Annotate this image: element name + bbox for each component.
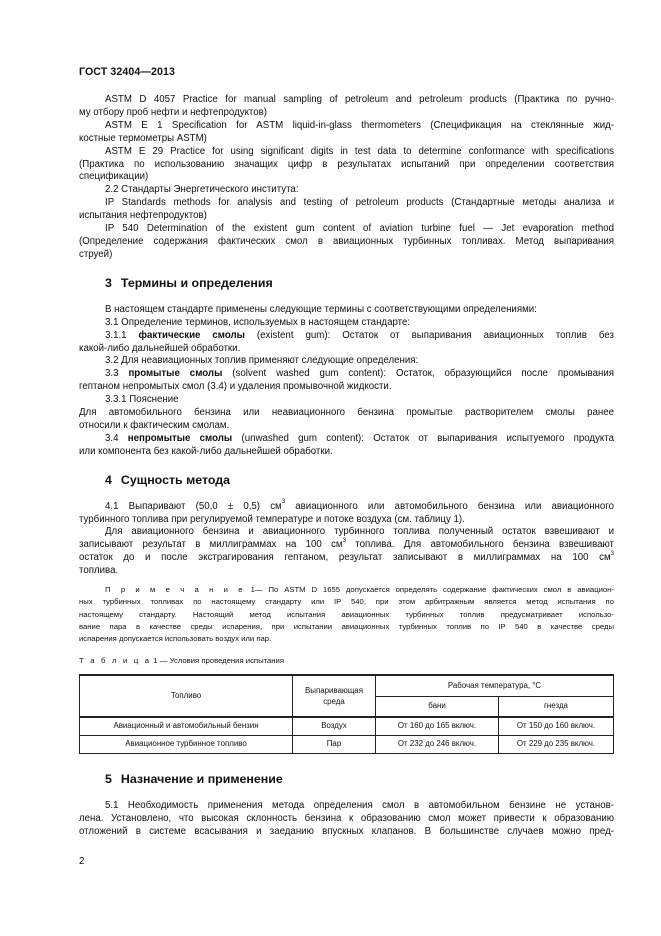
clause-4-1-text-a: 4.1 Выпаривают (50,0 ± 0,5) см <box>105 500 282 512</box>
clause-3-1-1-number: 3.1.1 <box>105 329 127 341</box>
header-medium: Выпаривающая среда <box>293 675 376 717</box>
clause-3-4-text: (unwashed gum content): Остаток от выпаривания испытуемого продукта <box>232 432 614 444</box>
section-3-intro: В настоящем стандарте применены следующие термины с соответствующими определениями: <box>105 303 537 315</box>
section-4-number: 4 <box>105 472 112 487</box>
clause-3-3-1: 3.3.1 Пояснение <box>105 394 179 406</box>
ref-astm-d4057-line1: ASTM D 4057 Practice for manual sampling of petroleum and petroleum products (Практика по ручно- <box>105 94 614 105</box>
section-4-title: Сущность метода <box>120 472 231 487</box>
clause-3-3-line1 <box>79 368 614 381</box>
note-1 <box>79 584 614 645</box>
section-3-heading <box>79 276 614 291</box>
table-row <box>80 736 614 754</box>
clause-4-2-line2-b: топлива. Для автомобильного бензина взвешивают <box>345 539 614 551</box>
clause-3-4-line1 <box>79 433 614 446</box>
cm3-superscript: 3 <box>610 551 614 558</box>
header-fuel: Топливо <box>80 675 293 717</box>
table-row <box>80 717 614 736</box>
clause-3-3-line2: гептаном непромытых смол (3.4) и удаления промывочной жидкости. <box>79 381 392 393</box>
clause-4-2-line3 <box>79 552 614 565</box>
table-header-row <box>80 675 614 697</box>
clause-4-1-line2: турбинного топлива при регулируемой температуре и потоке воздуха (см. таблицу 1). <box>79 513 465 525</box>
clause-2-2: 2.2 Стандарты Энергетического института: <box>105 184 299 196</box>
clause-4-1-line1 <box>79 501 614 514</box>
cell-socket: От 229 до 235 включ. <box>499 736 614 754</box>
ref-ip540-line2: (Определение содержания фактических смол в авиационных турбинных топливах. Метод выпаривания <box>79 235 614 247</box>
clause-4-2-line3-a: остаток до и после экстрагирования гептаном, результат записывают в миллиграммах на 100 см <box>79 552 611 564</box>
section-5-heading <box>79 772 614 787</box>
clause-5-1-line2: лена. Установлено, что высокая склонность бензина к образованию смол может привести к образованию <box>79 812 614 824</box>
term-existent-gum: фактические смолы <box>138 329 245 341</box>
clause-3-3-text: (solvent washed gum content): Остаток, образующийся после промывания <box>222 368 614 380</box>
ref-ip540-line1: IP 540 Determination of the existent gum content of aviation turbine fuel — Jet evaporation method <box>105 223 614 235</box>
document-header: ГОСТ 32404—2013 <box>79 66 176 78</box>
clause-3-4-number: 3.4 <box>105 432 119 444</box>
cell-bath: От 232 до 246 включ. <box>376 736 499 754</box>
clause-3-2: 3.2 Для неавиационных топлив применяют следующие определения: <box>105 355 419 367</box>
clause-5-1-line3: отложений в системе всасывания и заеданию впускных клапанов. В большинстве случаев можно пред- <box>79 825 614 837</box>
ref-astm-e29-line1: ASTM E 29 Practice for using significant digits in test data to determine conformance with specifications <box>105 145 614 157</box>
document-body <box>79 94 614 839</box>
clause-4-2-line4: топлива. <box>79 565 119 577</box>
ref-astm-e29-line3: спецификации) <box>79 171 149 183</box>
note-label: П р и м е ч а н и е <box>105 585 245 595</box>
cell-bath: От 160 до 165 включ. <box>376 717 499 736</box>
clause-3-3-1-text-line1: Для автомобильного бензина или неавиационного бензина промытые растворителем смолы ранее <box>79 407 614 419</box>
section-3-title: Термины и определения <box>120 275 273 290</box>
note-1-line5: испарения допускается использовать воздух или пар. <box>79 633 272 643</box>
clause-3-1-1-line2: какой-либо дальнейшей обработки. <box>79 342 241 354</box>
clause-3-4-line2: или компонента без какой-либо дальнейшей обработки. <box>79 445 333 457</box>
cm3-superscript: 3 <box>281 499 286 506</box>
clause-3-3-1-text-line2: относили к фактическим смолам. <box>79 419 230 431</box>
cell-fuel: Авиационное турбинное топливо <box>80 736 293 754</box>
test-conditions-table <box>79 674 614 754</box>
ref-astm-d4057-line2: му отбору проб нефти и нефтепродуктов) <box>79 106 268 118</box>
section-5-number: 5 <box>105 772 112 787</box>
ref-astm-e29-line2: (Практика по использованию значащих цифр в результатах испытаний при определении соответствия <box>79 158 614 170</box>
note-1-line1 <box>79 584 614 596</box>
clause-3-3-number: 3.3 <box>105 368 119 380</box>
cell-fuel: Авиационный и автомобильный бензин <box>80 717 293 736</box>
note-1-line3: настоящему стандарту. Настоящий метод испытания авиационных турбинных топлив предусматривает использо- <box>79 609 614 619</box>
section-5-title: Назначение и применение <box>120 772 283 787</box>
clause-3-1-1-text: (existent gum): Остаток от выпаривания авиационных топлив без <box>244 329 614 341</box>
ref-ip-standards-line2: испытания нефтепродуктов) <box>79 210 207 222</box>
table-label: Т а б л и ц а <box>79 656 152 666</box>
note-1-line2: ных турбинных топливах по настоящему стандарту или IP 540, при этом арбитражным является метод испытания по <box>79 597 614 607</box>
header-temperature: Рабочая температура, °С <box>376 675 614 697</box>
clause-4-1-text-b: авиационного или автомобильного бензина или авиационного <box>285 500 615 512</box>
ref-ip-standards-line1: IP Standards methods for analysis and testing of petroleum products (Стандартные методы анализа и <box>105 197 614 209</box>
clause-3-1-1-line1 <box>79 330 614 343</box>
note-1-text: 1— По ASTM D 1655 допускается определять содержание фактических смол в авиацион- <box>244 585 614 595</box>
term-unwashed-gum: непромытые смолы <box>127 432 233 444</box>
ref-ip540-line3: струей) <box>79 248 113 260</box>
clause-3-1: 3.1 Определение терминов, используемых в настоящем стандарте: <box>105 316 411 328</box>
clause-4-2-line2-a: записывают результат в миллиграммах на 100 см <box>79 539 343 551</box>
note-1-line4: вание пара в качестве среды испарения, при испытании авиационных турбинных топлив по IP 540 в качестве среды <box>79 621 614 631</box>
clause-4-2-line2 <box>79 539 614 552</box>
term-solvent-washed-gum: промытые смолы <box>128 368 223 380</box>
cm3-superscript: 3 <box>342 538 346 545</box>
ref-astm-e1-line2: костные термометры ASTM) <box>79 132 207 144</box>
ref-astm-e1-line1: ASTM E 1 Specification for ASTM liquid-in-glass thermometers (Спецификация на стеклянные жид- <box>105 119 614 131</box>
section-4-heading <box>79 473 614 488</box>
section-3-number: 3 <box>105 275 112 290</box>
clause-4-2-line1: Для авиационного бензина и авиационного турбинного топлива полученный остаток взвешивают и <box>105 526 614 538</box>
cell-medium: Пар <box>293 736 376 754</box>
header-bath: бани <box>376 697 499 718</box>
cell-socket: От 150 до 160 включ. <box>499 717 614 736</box>
header-socket: гнезда <box>499 697 614 718</box>
cell-medium: Воздух <box>293 717 376 736</box>
table-caption-text: 1 — Условия проведения испытания <box>151 656 285 666</box>
page-number: 2 <box>79 856 85 867</box>
table-1-caption <box>79 655 614 668</box>
clause-5-1-line1: 5.1 Необходимость применения метода определения смол в автомобильном бензине не установ- <box>105 800 614 812</box>
